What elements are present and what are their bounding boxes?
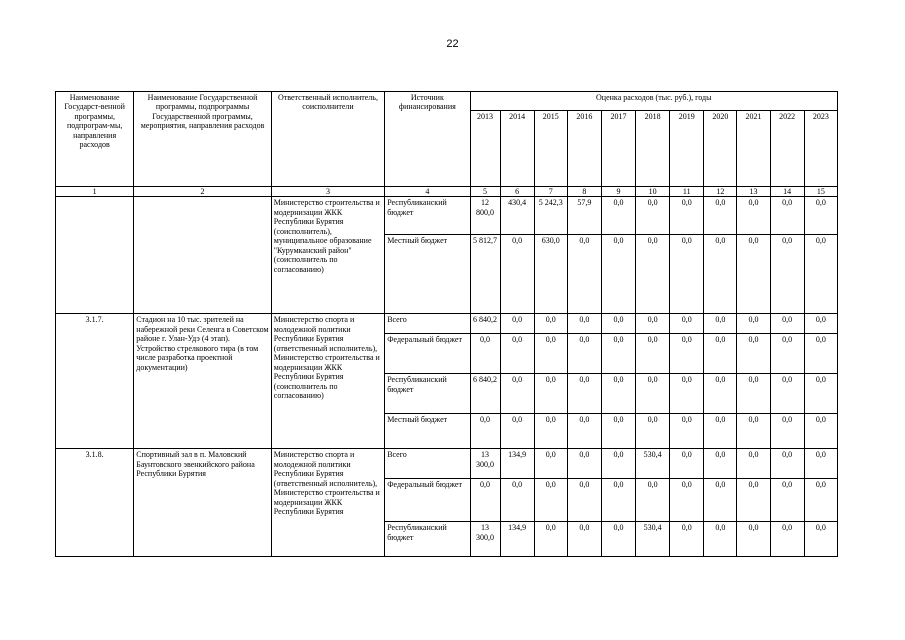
header-year: 2022 (770, 111, 804, 187)
expense-value: 0,0 (470, 479, 500, 522)
column-numbers-row (56, 187, 838, 197)
measure-executor: Министерство спорта и молодежной политики Республики Бурятия (ответственный исполнитель), Министерство строительства и модернизации ЖКК Республики Бурятия (соисполнитель по согласованию) (271, 314, 384, 449)
expense-value: 0,0 (601, 522, 635, 557)
expense-value: 0,0 (704, 334, 737, 374)
header-estimate: Оценка расходов (тыс. руб.), годы (470, 92, 838, 111)
expense-value: 0,0 (804, 449, 837, 479)
expense-value: 134,9 (500, 449, 534, 479)
expense-value: 0,0 (737, 235, 770, 314)
expense-value: 12 800,0 (470, 197, 500, 235)
expense-value: 0,0 (567, 449, 601, 479)
header-year: 2014 (500, 111, 534, 187)
column-number: 12 (704, 187, 737, 197)
expense-value: 13 300,0 (470, 449, 500, 479)
expense-value: 0,0 (737, 334, 770, 374)
expense-value: 0,0 (737, 197, 770, 235)
column-number: 8 (567, 187, 601, 197)
expense-value: 0,0 (804, 235, 837, 314)
column-number: 5 (470, 187, 500, 197)
measure-executor: Министерство строительства и модернизации ЖКК Республики Бурятия (соисполнитель), муниципальное образование "Курумканский район" (соисполнитель по согласованию) (271, 197, 384, 314)
header-year: 2015 (534, 111, 567, 187)
measure-name: Стадион на 10 тыс. зрителей на набережной реки Селенга в Советском районе г. Улан-Удэ (4 этап). Устройство стрелкового тира (в том числе разработка проектной документации) (134, 314, 272, 449)
funding-source: Местный бюджет (385, 235, 470, 314)
column-number: 11 (670, 187, 704, 197)
expense-value: 0,0 (804, 197, 837, 235)
header-year: 2019 (670, 111, 704, 187)
column-number: 6 (500, 187, 534, 197)
expense-value: 530,4 (636, 449, 670, 479)
expense-value: 0,0 (636, 314, 670, 334)
expense-value: 0,0 (534, 374, 567, 414)
table-row (56, 314, 838, 334)
expense-value: 6 840,2 (470, 374, 500, 414)
expense-value: 0,0 (670, 449, 704, 479)
expense-value: 5 242,3 (534, 197, 567, 235)
expense-value: 0,0 (770, 522, 804, 557)
page-number: 22 (446, 38, 459, 50)
expense-value: 0,0 (567, 235, 601, 314)
expense-value: 0,0 (704, 314, 737, 334)
expense-value: 0,0 (636, 414, 670, 449)
expense-value: 0,0 (770, 314, 804, 334)
measure-code (56, 197, 134, 314)
expense-value: 0,0 (601, 449, 635, 479)
expense-value: 6 840,2 (470, 314, 500, 334)
expense-value: 0,0 (567, 522, 601, 557)
expense-value: 0,0 (534, 522, 567, 557)
column-number: 2 (134, 187, 272, 197)
funding-source: Всего (385, 449, 470, 479)
column-number: 7 (534, 187, 567, 197)
header-year: 2021 (737, 111, 770, 187)
expense-value: 0,0 (737, 522, 770, 557)
expense-value: 0,0 (670, 522, 704, 557)
expense-value: 0,0 (804, 522, 837, 557)
header-year: 2013 (470, 111, 500, 187)
header-measure: Наименование Государственной программы, подпрограммы Государственной программы, мероприятия, направления расходов (134, 92, 272, 187)
measure-executor: Министерство спорта и молодежной политики Республики Бурятия (ответственный исполнитель), Министерство строительства и модернизации ЖКК Республики Бурятия (271, 449, 384, 557)
expense-value: 0,0 (770, 414, 804, 449)
header-year: 2020 (704, 111, 737, 187)
expense-value: 0,0 (601, 235, 635, 314)
expense-value: 0,0 (770, 235, 804, 314)
expense-value: 0,0 (804, 314, 837, 334)
expense-value: 0,0 (670, 414, 704, 449)
funding-source: Федеральный бюджет (385, 334, 470, 374)
measure-code: 3.1.8. (56, 449, 134, 557)
expense-value: 0,0 (636, 479, 670, 522)
expense-value: 0,0 (670, 235, 704, 314)
expense-value: 0,0 (636, 334, 670, 374)
column-number: 3 (271, 187, 384, 197)
expense-value: 0,0 (534, 314, 567, 334)
column-number: 4 (385, 187, 470, 197)
table-row (56, 449, 838, 479)
expense-value: 0,0 (567, 374, 601, 414)
expense-value: 0,0 (636, 374, 670, 414)
expense-value: 0,0 (737, 414, 770, 449)
header-year: 2016 (567, 111, 601, 187)
table-body (56, 197, 838, 557)
expense-value: 0,0 (470, 414, 500, 449)
expense-value: 0,0 (670, 197, 704, 235)
expense-value: 0,0 (601, 374, 635, 414)
expense-value: 430,4 (500, 197, 534, 235)
expense-value: 0,0 (704, 449, 737, 479)
expense-value: 0,0 (567, 334, 601, 374)
expense-value: 0,0 (567, 314, 601, 334)
expense-value: 0,0 (737, 374, 770, 414)
funding-source: Всего (385, 314, 470, 334)
expense-value: 0,0 (601, 314, 635, 334)
expense-value: 530,4 (636, 522, 670, 557)
expense-value: 0,0 (601, 197, 635, 235)
expense-value: 0,0 (804, 374, 837, 414)
funding-source: Местный бюджет (385, 414, 470, 449)
header-source: Источник финансирования (385, 92, 470, 187)
expense-value: 13 300,0 (470, 522, 500, 557)
expense-value: 0,0 (534, 449, 567, 479)
header-executor: Ответственный исполнитель, соисполнители (271, 92, 384, 187)
expense-value: 0,0 (470, 334, 500, 374)
funding-source: Республиканский бюджет (385, 197, 470, 235)
budget-table (55, 91, 838, 557)
expense-value: 0,0 (804, 479, 837, 522)
expense-value: 0,0 (601, 479, 635, 522)
expense-value: 0,0 (804, 334, 837, 374)
expense-value: 0,0 (670, 334, 704, 374)
expense-value: 0,0 (670, 314, 704, 334)
funding-source: Федеральный бюджет (385, 479, 470, 522)
expense-value: 0,0 (534, 334, 567, 374)
measure-name (134, 197, 272, 314)
expense-value: 57,9 (567, 197, 601, 235)
expense-value: 0,0 (534, 479, 567, 522)
expense-value: 0,0 (737, 479, 770, 522)
expense-value: 0,0 (770, 479, 804, 522)
expense-value: 0,0 (704, 374, 737, 414)
expense-value: 0,0 (670, 479, 704, 522)
expense-value: 0,0 (534, 414, 567, 449)
expense-value: 0,0 (770, 374, 804, 414)
expense-value: 0,0 (500, 479, 534, 522)
expense-value: 0,0 (704, 235, 737, 314)
column-number: 14 (770, 187, 804, 197)
column-number: 9 (601, 187, 635, 197)
expense-value: 0,0 (500, 334, 534, 374)
table-row (56, 197, 838, 235)
expense-value: 0,0 (601, 334, 635, 374)
expense-value: 0,0 (567, 414, 601, 449)
header-year: 2017 (601, 111, 635, 187)
expense-value: 5 812,7 (470, 235, 500, 314)
header-year: 2018 (636, 111, 670, 187)
expense-value: 0,0 (500, 314, 534, 334)
expense-value: 0,0 (500, 235, 534, 314)
expense-value: 0,0 (704, 414, 737, 449)
expense-value: 134,9 (500, 522, 534, 557)
measure-name: Спортивный зал в п. Маловский Баунтовского эвенкийского района Республики Бурятия (134, 449, 272, 557)
expense-value: 0,0 (737, 449, 770, 479)
expense-value: 0,0 (737, 314, 770, 334)
expense-value: 0,0 (567, 479, 601, 522)
column-number: 13 (737, 187, 770, 197)
expense-value: 0,0 (770, 197, 804, 235)
column-number: 15 (804, 187, 837, 197)
expense-value: 0,0 (704, 522, 737, 557)
expense-value: 630,0 (534, 235, 567, 314)
expense-value: 0,0 (601, 414, 635, 449)
expense-value: 0,0 (500, 374, 534, 414)
expense-value: 0,0 (500, 414, 534, 449)
header-year: 2023 (804, 111, 837, 187)
funding-source: Республиканский бюджет (385, 522, 470, 557)
measure-code: 3.1.7. (56, 314, 134, 449)
expense-value: 0,0 (670, 374, 704, 414)
expense-value: 0,0 (770, 334, 804, 374)
column-number: 10 (636, 187, 670, 197)
expense-value: 0,0 (770, 449, 804, 479)
expense-value: 0,0 (704, 197, 737, 235)
column-number: 1 (56, 187, 134, 197)
expense-value: 0,0 (636, 197, 670, 235)
expense-value: 0,0 (704, 479, 737, 522)
expense-value: 0,0 (804, 414, 837, 449)
expense-value: 0,0 (636, 235, 670, 314)
funding-source: Республиканский бюджет (385, 374, 470, 414)
header-program: Наименование Государст-венной программы, подпрограм-мы, направления расходов (56, 92, 134, 187)
